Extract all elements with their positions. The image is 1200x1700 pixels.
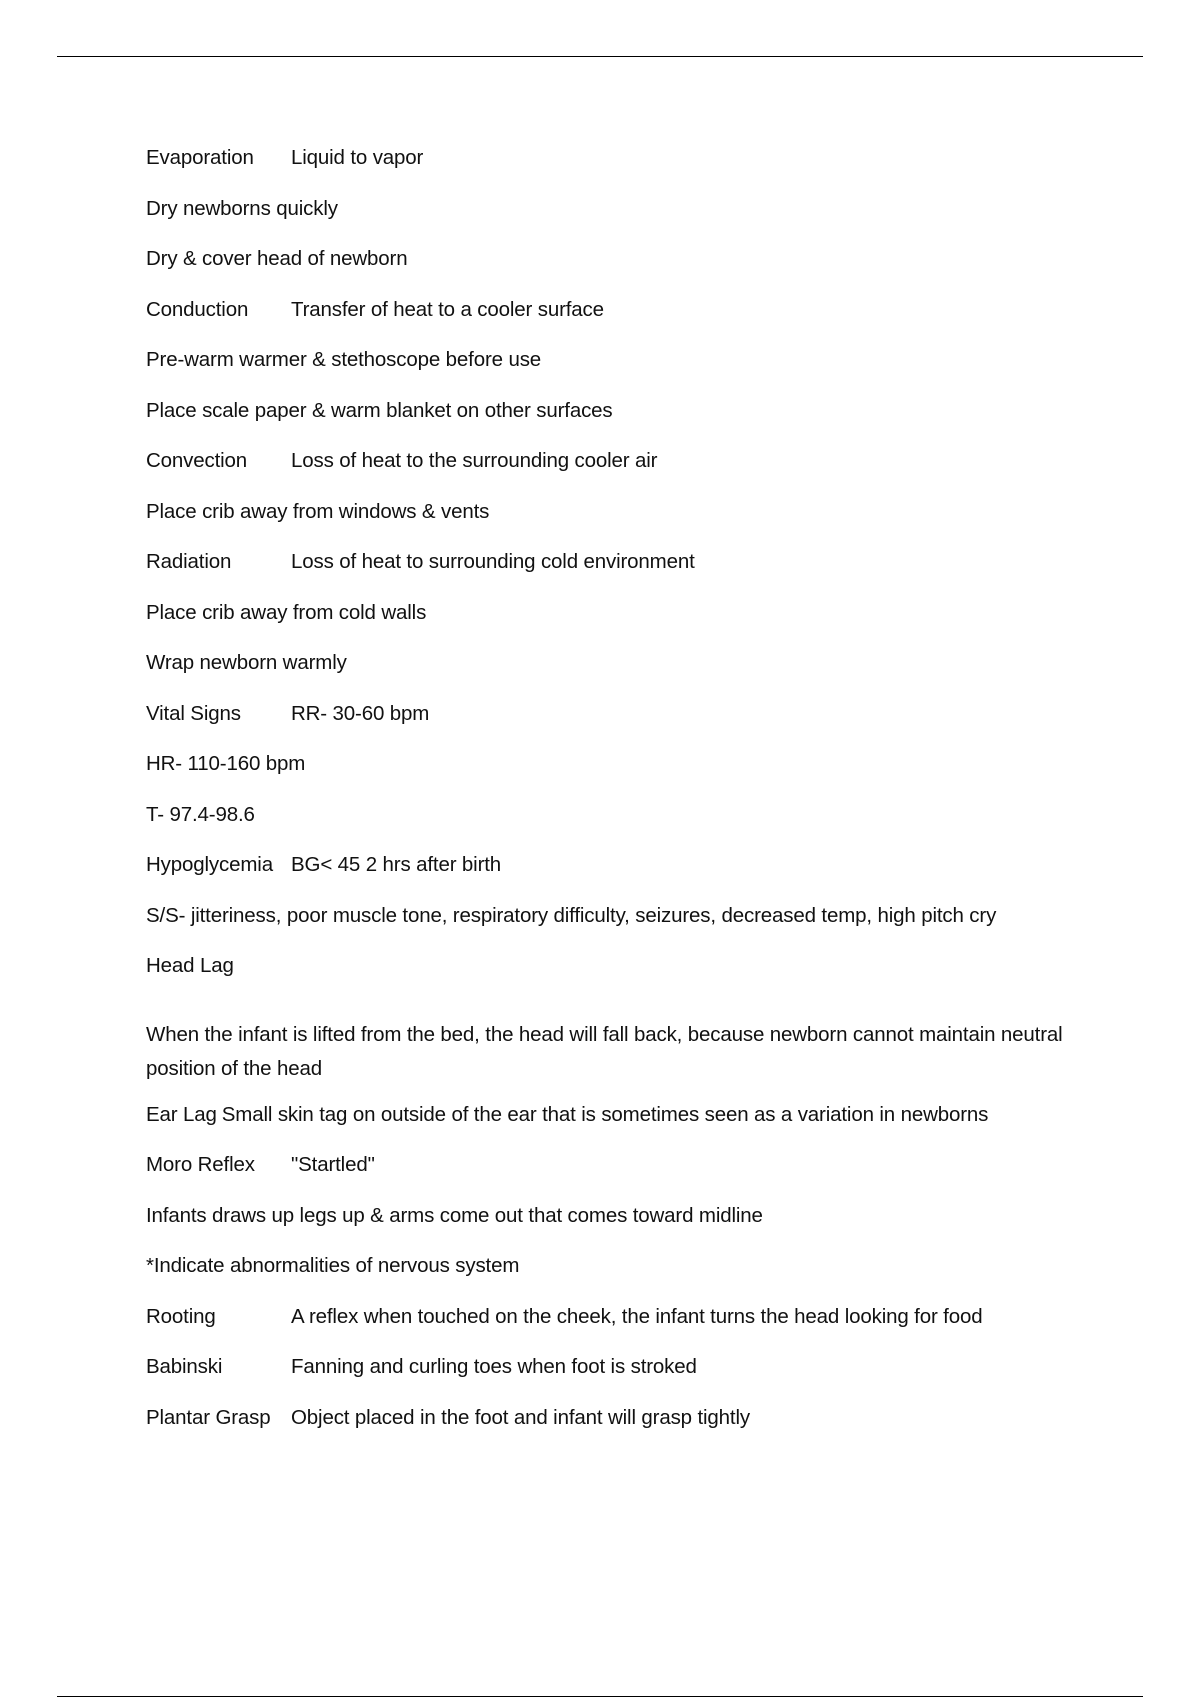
note-vital-signs: [146, 700, 1086, 751]
term-label: Conduction: [146, 297, 249, 321]
note-evaporation: [146, 144, 1086, 195]
term-label: Hypoglycemia: [146, 853, 273, 876]
note-line: Infants draws up legs up & arms come out that comes toward midline: [146, 1203, 763, 1227]
term-definition: RR- 30-60 bpm: [291, 701, 430, 725]
term-definition: Small skin tag on outside of the ear that is sometimes seen as a variation in newborns: [221, 1102, 989, 1126]
term-definition: "Startled": [291, 1153, 375, 1176]
note-line: HR- 110-160 bpm: [146, 752, 306, 775]
note-babinski: [146, 1353, 1086, 1404]
term-label: Plantar Grasp: [146, 1405, 271, 1429]
note-line: *Indicate abnormalities of nervous system: [146, 1254, 520, 1277]
term-label: Evaporation: [146, 146, 254, 169]
term-definition: Fanning and curling toes when foot is stroked: [291, 1355, 697, 1378]
note-paragraph: When the infant is lifted from the bed, the head will fall back, because newborn cannot maintain neutral position of the head: [146, 1022, 1063, 1080]
term-label: Radiation: [146, 550, 232, 573]
note-line: Place crib away from cold walls: [146, 600, 427, 624]
bottom-rule: [57, 1696, 1143, 1697]
term-definition: Transfer of heat to a cooler surface: [291, 297, 604, 321]
term-label: Babinski: [146, 1355, 223, 1378]
note-line: S/S- jitteriness, poor muscle tone, respiratory difficulty, seizures, decreased temp, high pitch cry: [146, 903, 997, 927]
note-line: Place crib away from windows & vents: [146, 499, 490, 523]
note-moro-reflex: [146, 1151, 1086, 1202]
spacer: [146, 1003, 1086, 1018]
term-label: Vital Signs: [146, 701, 241, 725]
note-line: Dry & cover head of newborn: [146, 247, 408, 270]
note-line: T- 97.4-98.6: [146, 802, 255, 826]
top-rule: [57, 56, 1143, 57]
note-line: Place scale paper & warm blanket on other surfaces: [146, 398, 613, 422]
note-rooting: [146, 1303, 1086, 1354]
note-plantar-grasp: [146, 1404, 1086, 1455]
note-line: Pre-warm warmer & stethoscope before use: [146, 348, 542, 371]
note-radiation: [146, 548, 1086, 599]
note-ear-lag: [146, 1101, 1086, 1152]
note-line: Wrap newborn warmly: [146, 651, 347, 674]
note-hypoglycemia: [146, 851, 1086, 902]
term-definition: A reflex when touched on the cheek, the infant turns the head looking for food: [291, 1304, 983, 1328]
term-definition: Object placed in the foot and infant will grasp tightly: [291, 1405, 750, 1429]
term-label: Moro Reflex: [146, 1153, 255, 1176]
note-head-lag: Head Lag: [146, 954, 234, 977]
term-definition: Liquid to vapor: [291, 146, 424, 169]
term-definition: Loss of heat to surrounding cold environment: [291, 550, 695, 573]
document-body: [146, 144, 1086, 1454]
note-convection: [146, 447, 1086, 498]
note-line: Dry newborns quickly: [146, 196, 338, 220]
term-label: Rooting: [146, 1304, 216, 1328]
term-label: Convection: [146, 449, 248, 472]
term-definition: Loss of heat to the surrounding cooler air: [291, 449, 658, 472]
term-definition: BG< 45 2 hrs after birth: [291, 853, 502, 876]
note-conduction: [146, 296, 1086, 347]
term-label: Ear Lag: [146, 1102, 217, 1126]
